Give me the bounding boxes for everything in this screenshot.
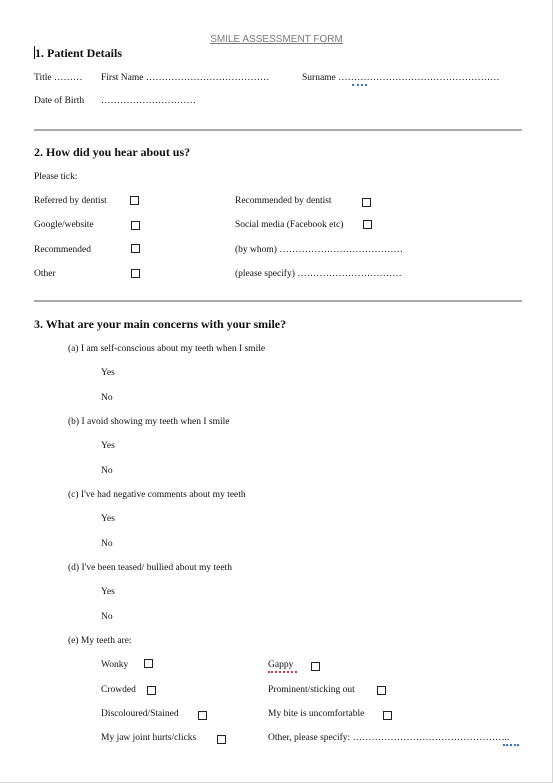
option-referred-by-dentist: Referred by dentist	[34, 196, 107, 206]
title-field[interactable]: Title ………	[34, 73, 83, 83]
section-divider	[34, 300, 522, 302]
teeth-option-wonky: Wonky	[101, 660, 129, 670]
other-checkbox[interactable]	[131, 269, 140, 278]
dob-field[interactable]: …………………………	[101, 96, 196, 106]
discoloured-checkbox[interactable]	[198, 711, 207, 720]
teeth-option-prominent: Prominent/sticking out	[268, 685, 355, 695]
question-c: (c) I've had negative comments about my teeth	[68, 490, 246, 500]
question-b-no[interactable]: No	[101, 466, 113, 476]
question-d-no[interactable]: No	[101, 612, 113, 622]
teeth-option-bite-uncomfortable: My bite is uncomfortable	[268, 709, 365, 719]
form-title: SMILE ASSESSMENT FORM	[210, 34, 343, 45]
question-e: (e) My teeth are:	[68, 636, 132, 646]
dob-label: Date of Birth	[34, 96, 85, 106]
spellcheck-underline	[503, 741, 519, 746]
teeth-option-discoloured: Discoloured/Stained	[101, 709, 179, 719]
prominent-checkbox[interactable]	[377, 686, 386, 695]
surname-field[interactable]: Surname ……………………………………………	[302, 73, 500, 83]
question-b-yes[interactable]: Yes	[101, 441, 115, 451]
question-c-yes[interactable]: Yes	[101, 514, 115, 524]
option-recommended-by-dentist: Recommended by dentist	[235, 196, 332, 206]
spellcheck-underline	[268, 668, 297, 673]
option-google-website: Google/website	[34, 220, 94, 230]
by-whom-field[interactable]: (by whom) …………………………………	[235, 245, 403, 255]
gappy-checkbox[interactable]	[311, 662, 320, 671]
wonky-checkbox[interactable]	[144, 659, 153, 668]
teeth-option-jaw-joint: My jaw joint hurts/clicks	[101, 733, 197, 743]
question-d: (d) I've been teased/ bullied about my teeth	[68, 563, 232, 573]
option-social-media: Social media (Facebook etc)	[235, 220, 344, 230]
question-b: (b) I avoid showing my teeth when I smile	[68, 417, 230, 427]
question-a-yes[interactable]: Yes	[101, 368, 115, 378]
crowded-checkbox[interactable]	[147, 686, 156, 695]
option-other: Other	[34, 269, 56, 279]
question-d-yes[interactable]: Yes	[101, 587, 115, 597]
google-website-checkbox[interactable]	[131, 221, 140, 230]
question-a-no[interactable]: No	[101, 393, 113, 403]
spellcheck-underline	[352, 81, 367, 86]
question-c-no[interactable]: No	[101, 539, 113, 549]
recommended-checkbox[interactable]	[131, 244, 140, 253]
question-a: (a) I am self-conscious about my teeth when I smile	[68, 344, 266, 354]
social-media-checkbox[interactable]	[363, 220, 372, 229]
option-recommended: Recommended	[34, 245, 91, 255]
please-tick-label: Please tick:	[34, 172, 78, 182]
teeth-option-gappy: Gappy	[268, 660, 294, 670]
other-specify-field[interactable]: Other, please specify: …………………………………………..	[268, 733, 510, 743]
please-specify-field[interactable]: (please specify) ……………………………	[235, 269, 402, 279]
section-2-heading: 2. How did you hear about us?	[34, 145, 191, 159]
section-1-heading: 1. Patient Details	[35, 46, 122, 60]
section-divider	[34, 129, 522, 131]
recommended-by-dentist-checkbox[interactable]	[362, 198, 371, 207]
referred-by-dentist-checkbox[interactable]	[130, 196, 139, 205]
jaw-joint-checkbox[interactable]	[217, 735, 226, 744]
bite-uncomfortable-checkbox[interactable]	[383, 711, 392, 720]
teeth-option-crowded: Crowded	[101, 685, 136, 695]
first-name-field[interactable]: First Name …………………………………	[101, 73, 270, 83]
section-3-heading: 3. What are your main concerns with your smile?	[34, 317, 287, 331]
